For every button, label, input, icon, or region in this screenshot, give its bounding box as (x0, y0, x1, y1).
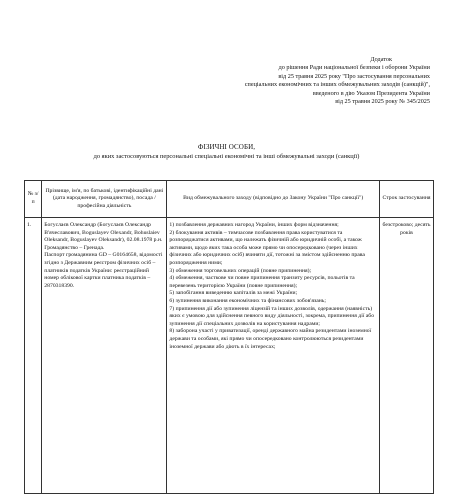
table-row (25, 218, 434, 494)
header-number: № з/п (25, 181, 42, 218)
annex-block (190, 56, 430, 106)
annex-line: від 25 травня 2025 року "Про застосування персональних (278, 72, 430, 80)
measure-item: 2) блокування активів – тимчасове позбавлення права користуватися та розпоряджатися активами, що належать фізичній або юридичній особі, а також активами, щодо яких така особа може прямо чи опосередковано (через інших фізичних або юридичних осіб) вчиняти дії, тотожні за змістом здійсненню права розпорядження ними; (169, 229, 365, 266)
header-name: Прізвище, ім'я, по батькові, ідентифікаційні дані (дата народження, громадянство), посада / професійна діяльність (42, 181, 167, 218)
table-header-row (25, 181, 434, 218)
header-term: Строк застосування (380, 181, 434, 218)
measure-item: 6) зупинення виконання економічних та фінансових зобов'язань; (169, 297, 326, 304)
annex-heading: Додаток (370, 56, 392, 63)
annex-line: від 25 травня 2025 року № 345/2025 (335, 98, 430, 106)
annex-line: спеціальних економічних та інших обмежувальних заходів (санкцій)", (244, 81, 430, 89)
annex-line: до рішення Ради національної безпеки і оборони України (278, 64, 430, 72)
document-title (20, 143, 433, 161)
measure-item: 8) заборона участі у приватизації, оренді державного майна резидентами іноземної держави та особами, які прямо чи опосередковано контролюються резидентами іноземної держави або діють в їх інтересах; (169, 328, 372, 350)
measure-item: 7) припинення дії або зупинення ліцензій та інших дозволів, одержання (наявність) яких є умовою для здійснення певного виду діяльності, зокрема, припинення дії або зупинення дії спеціальних дозволів на користування надрами; (169, 305, 375, 327)
row-number: 1. (25, 218, 42, 494)
title-line-1: ФІЗИЧНІ ОСОБИ, (197, 143, 256, 151)
measure-item: 4) обмеження, часткове чи повне припинення транзиту ресурсів, польотів та перевезень територією України (повне припинення); (169, 275, 355, 289)
measures-list (167, 218, 380, 494)
title-line-2: до яких застосовуються персональні спеціальні економічні та інші обмежувальні заходи (санкції) (93, 153, 360, 160)
application-term: безстроково; десять років (380, 218, 434, 494)
measure-item: 3) обмеження торговельних операцій (повне припинення); (169, 267, 312, 274)
annex-line: введеного в дію Указом Президента України (312, 89, 430, 97)
person-passport: Паспорт громадянина GD – G0164658, відомості згідно з Державним реєстром фізичних осіб – платників податків України: реєстраційний номер облікової картки платника податків – 2870318390. (44, 252, 163, 289)
measure-item: 5) запобігання виведенню капіталів за межі України; (169, 290, 298, 297)
measure-item: 1) позбавлення державних нагород України, інших форм відзначення; (169, 222, 339, 228)
sanctions-table (24, 180, 434, 494)
header-measure: Вид обмежувального заходу (відповідно до Закону України "Про санкції") (167, 181, 380, 218)
person-identity: Богуслаєв Олександр (Богуслаєв Олександр В'ячеславович, Boguslayev Olexandr, Bohuslaiev Oleksandr, Boguslayev Oleksandr), 02.08.1978 р.н. Громадянство – Гренада. (44, 222, 163, 251)
person-details (42, 218, 167, 494)
